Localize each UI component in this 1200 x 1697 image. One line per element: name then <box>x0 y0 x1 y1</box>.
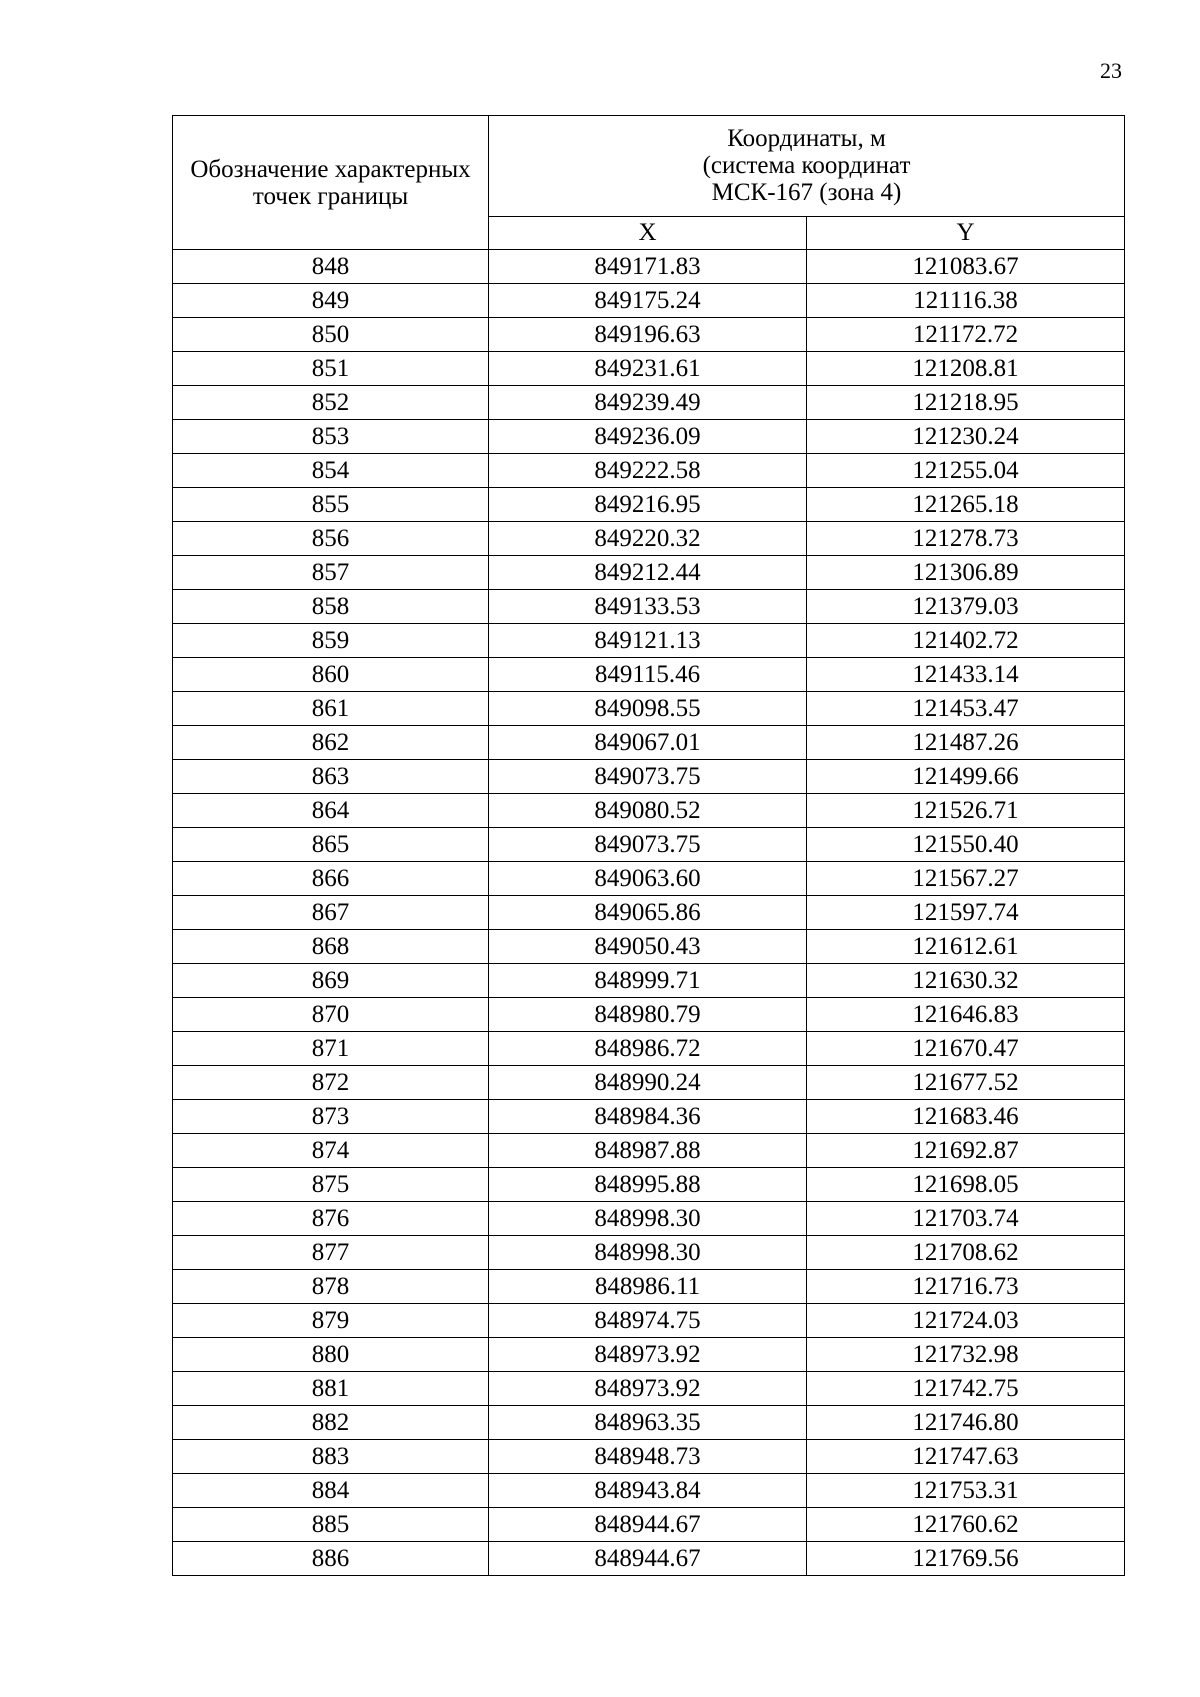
x-coordinate-cell: 848948.73 <box>489 1440 807 1474</box>
x-coordinate-cell: 848986.72 <box>489 1032 807 1066</box>
y-coordinate-cell: 121698.05 <box>807 1168 1125 1202</box>
x-coordinate-cell: 849231.61 <box>489 352 807 386</box>
point-cell: 851 <box>173 352 489 386</box>
table-row <box>173 1542 1125 1576</box>
y-coordinate-cell: 121255.04 <box>807 454 1125 488</box>
y-coordinate-cell: 121230.24 <box>807 420 1125 454</box>
table-row <box>173 692 1125 726</box>
table-row <box>173 1032 1125 1066</box>
x-coordinate-cell: 849196.63 <box>489 318 807 352</box>
y-coordinate-cell: 121747.63 <box>807 1440 1125 1474</box>
point-cell: 855 <box>173 488 489 522</box>
point-cell: 870 <box>173 998 489 1032</box>
point-cell: 857 <box>173 556 489 590</box>
point-cell: 860 <box>173 658 489 692</box>
point-cell: 861 <box>173 692 489 726</box>
x-coordinate-cell: 849073.75 <box>489 760 807 794</box>
y-coordinate-cell: 121433.14 <box>807 658 1125 692</box>
table-row <box>173 760 1125 794</box>
point-cell: 867 <box>173 896 489 930</box>
x-coordinate-cell: 848974.75 <box>489 1304 807 1338</box>
x-coordinate-cell: 848944.67 <box>489 1508 807 1542</box>
y-coordinate-cell: 121716.73 <box>807 1270 1125 1304</box>
coordinates-column-header <box>489 116 1125 217</box>
table-row <box>173 930 1125 964</box>
coordinates-table <box>172 115 1125 1576</box>
point-cell: 879 <box>173 1304 489 1338</box>
point-cell: 864 <box>173 794 489 828</box>
table-row <box>173 726 1125 760</box>
y-coordinate-cell: 121487.26 <box>807 726 1125 760</box>
table-row <box>173 998 1125 1032</box>
point-cell: 869 <box>173 964 489 998</box>
y-coordinate-cell: 121550.40 <box>807 828 1125 862</box>
point-cell: 873 <box>173 1100 489 1134</box>
y-coordinate-cell: 121265.18 <box>807 488 1125 522</box>
y-coordinate-cell: 121379.03 <box>807 590 1125 624</box>
y-coordinate-cell: 121116.38 <box>807 284 1125 318</box>
x-coordinate-cell: 848998.30 <box>489 1236 807 1270</box>
y-coordinate-cell: 121218.95 <box>807 386 1125 420</box>
y-coordinate-cell: 121746.80 <box>807 1406 1125 1440</box>
table-row <box>173 590 1125 624</box>
point-cell: 849 <box>173 284 489 318</box>
x-coordinate-cell: 849067.01 <box>489 726 807 760</box>
x-coordinate-cell: 849212.44 <box>489 556 807 590</box>
x-coordinate-cell: 848980.79 <box>489 998 807 1032</box>
table-row <box>173 488 1125 522</box>
table-row <box>173 386 1125 420</box>
point-cell: 885 <box>173 1508 489 1542</box>
table-row <box>173 284 1125 318</box>
y-coordinate-cell: 121760.62 <box>807 1508 1125 1542</box>
table-row <box>173 1372 1125 1406</box>
y-coordinate-cell: 121703.74 <box>807 1202 1125 1236</box>
coordinates-header-line-3: МСК-167 (зона 4) <box>711 179 902 207</box>
point-cell: 884 <box>173 1474 489 1508</box>
table-row <box>173 1236 1125 1270</box>
point-cell: 871 <box>173 1032 489 1066</box>
point-cell: 852 <box>173 386 489 420</box>
x-column-header: X <box>489 216 807 250</box>
y-coordinate-cell: 121646.83 <box>807 998 1125 1032</box>
point-cell: 883 <box>173 1440 489 1474</box>
y-coordinate-cell: 121630.32 <box>807 964 1125 998</box>
y-coordinate-cell: 121670.47 <box>807 1032 1125 1066</box>
y-coordinate-cell: 121208.81 <box>807 352 1125 386</box>
y-coordinate-cell: 121732.98 <box>807 1338 1125 1372</box>
point-cell: 848 <box>173 250 489 284</box>
point-cell: 882 <box>173 1406 489 1440</box>
point-cell: 872 <box>173 1066 489 1100</box>
x-coordinate-cell: 848986.11 <box>489 1270 807 1304</box>
x-coordinate-cell: 849220.32 <box>489 522 807 556</box>
x-coordinate-cell: 849236.09 <box>489 420 807 454</box>
coordinates-header-line-1: Координаты, м <box>727 125 886 153</box>
x-coordinate-cell: 849063.60 <box>489 862 807 896</box>
x-coordinate-cell: 848973.92 <box>489 1338 807 1372</box>
table-row <box>173 794 1125 828</box>
table-row <box>173 556 1125 590</box>
table-row <box>173 1168 1125 1202</box>
table-row <box>173 1406 1125 1440</box>
point-cell: 853 <box>173 420 489 454</box>
table-row <box>173 250 1125 284</box>
point-column-header: Обозначение характерных точек границы <box>173 116 489 250</box>
x-coordinate-cell: 849073.75 <box>489 828 807 862</box>
point-cell: 859 <box>173 624 489 658</box>
point-cell: 874 <box>173 1134 489 1168</box>
point-cell: 875 <box>173 1168 489 1202</box>
y-coordinate-cell: 121769.56 <box>807 1542 1125 1576</box>
x-coordinate-cell: 849133.53 <box>489 590 807 624</box>
x-coordinate-cell: 849216.95 <box>489 488 807 522</box>
x-coordinate-cell: 848995.88 <box>489 1168 807 1202</box>
y-coordinate-cell: 121172.72 <box>807 318 1125 352</box>
table-row <box>173 454 1125 488</box>
point-cell: 886 <box>173 1542 489 1576</box>
table-row <box>173 1202 1125 1236</box>
point-cell: 854 <box>173 454 489 488</box>
point-cell: 863 <box>173 760 489 794</box>
point-cell: 876 <box>173 1202 489 1236</box>
table-row <box>173 1338 1125 1372</box>
x-coordinate-cell: 848998.30 <box>489 1202 807 1236</box>
point-cell: 862 <box>173 726 489 760</box>
point-cell: 866 <box>173 862 489 896</box>
y-coordinate-cell: 121453.47 <box>807 692 1125 726</box>
y-coordinate-cell: 121402.72 <box>807 624 1125 658</box>
x-coordinate-cell: 848984.36 <box>489 1100 807 1134</box>
x-coordinate-cell: 849175.24 <box>489 284 807 318</box>
table-row <box>173 828 1125 862</box>
y-coordinate-cell: 121692.87 <box>807 1134 1125 1168</box>
y-coordinate-cell: 121567.27 <box>807 862 1125 896</box>
table-row <box>173 1474 1125 1508</box>
table-row <box>173 1270 1125 1304</box>
y-coordinate-cell: 121677.52 <box>807 1066 1125 1100</box>
y-coordinate-cell: 121499.66 <box>807 760 1125 794</box>
table-row <box>173 862 1125 896</box>
table-row <box>173 1304 1125 1338</box>
table-row <box>173 658 1125 692</box>
y-coordinate-cell: 121724.03 <box>807 1304 1125 1338</box>
x-coordinate-cell: 849050.43 <box>489 930 807 964</box>
point-cell: 868 <box>173 930 489 964</box>
table-row <box>173 522 1125 556</box>
x-coordinate-cell: 848990.24 <box>489 1066 807 1100</box>
table-row <box>173 624 1125 658</box>
x-coordinate-cell: 849222.58 <box>489 454 807 488</box>
table-row <box>173 1134 1125 1168</box>
x-coordinate-cell: 848973.92 <box>489 1372 807 1406</box>
x-coordinate-cell: 848943.84 <box>489 1474 807 1508</box>
point-cell: 858 <box>173 590 489 624</box>
x-coordinate-cell: 848944.67 <box>489 1542 807 1576</box>
coordinates-header-line-2: (система координат <box>702 152 911 180</box>
x-coordinate-cell: 848963.35 <box>489 1406 807 1440</box>
x-coordinate-cell: 848999.71 <box>489 964 807 998</box>
table-row <box>173 1508 1125 1542</box>
point-cell: 850 <box>173 318 489 352</box>
table-row <box>173 318 1125 352</box>
x-coordinate-cell: 848987.88 <box>489 1134 807 1168</box>
y-coordinate-cell: 121708.62 <box>807 1236 1125 1270</box>
table-body <box>173 250 1125 1576</box>
page-number: 23 <box>1100 58 1122 83</box>
y-coordinate-cell: 121278.73 <box>807 522 1125 556</box>
y-coordinate-cell: 121306.89 <box>807 556 1125 590</box>
point-cell: 880 <box>173 1338 489 1372</box>
x-coordinate-cell: 849171.83 <box>489 250 807 284</box>
table-header <box>173 116 1125 250</box>
y-column-header: Y <box>807 216 1125 250</box>
y-coordinate-cell: 121597.74 <box>807 896 1125 930</box>
x-coordinate-cell: 849239.49 <box>489 386 807 420</box>
x-coordinate-cell: 849080.52 <box>489 794 807 828</box>
point-cell: 865 <box>173 828 489 862</box>
y-coordinate-cell: 121612.61 <box>807 930 1125 964</box>
point-cell: 856 <box>173 522 489 556</box>
y-coordinate-cell: 121526.71 <box>807 794 1125 828</box>
y-coordinate-cell: 121083.67 <box>807 250 1125 284</box>
table-row <box>173 896 1125 930</box>
point-cell: 881 <box>173 1372 489 1406</box>
x-coordinate-cell: 849121.13 <box>489 624 807 658</box>
table-row <box>173 1100 1125 1134</box>
y-coordinate-cell: 121742.75 <box>807 1372 1125 1406</box>
table-row <box>173 352 1125 386</box>
y-coordinate-cell: 121753.31 <box>807 1474 1125 1508</box>
x-coordinate-cell: 849098.55 <box>489 692 807 726</box>
table-row <box>173 964 1125 998</box>
y-coordinate-cell: 121683.46 <box>807 1100 1125 1134</box>
table-row <box>173 1066 1125 1100</box>
table-row <box>173 1440 1125 1474</box>
point-cell: 877 <box>173 1236 489 1270</box>
x-coordinate-cell: 849115.46 <box>489 658 807 692</box>
table-row <box>173 420 1125 454</box>
x-coordinate-cell: 849065.86 <box>489 896 807 930</box>
point-cell: 878 <box>173 1270 489 1304</box>
